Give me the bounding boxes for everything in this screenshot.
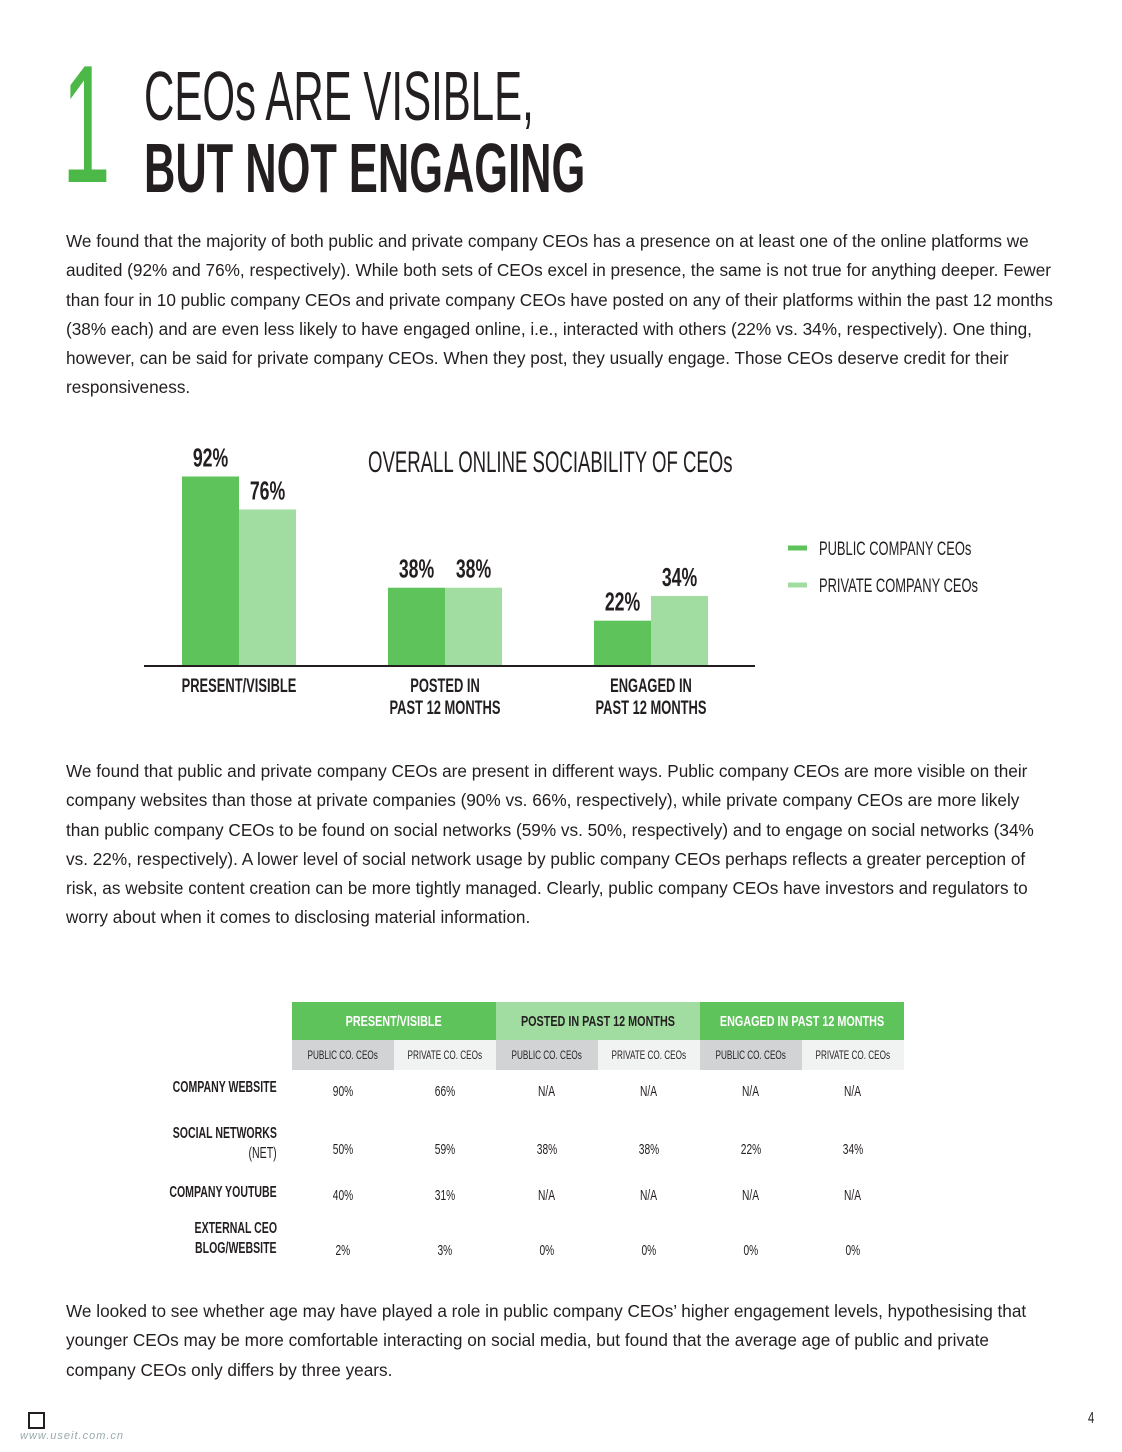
table-group-header: PRESENT/VISIBLE [292,1002,496,1040]
section-title-line2: BUT NOT ENGAGING [144,129,586,207]
table-cell: 38% [638,1141,660,1158]
bar-value-label: 22% [604,587,641,617]
table-cell: 0% [845,1242,861,1259]
row-label-social-networks: SOCIAL NETWORKS [172,1125,277,1142]
intro-paragraph: We found that the majority of both public and private company CEOs has a presence on at least one of the online platforms we audited (92% and 76%, respectively). While both sets of CEOs excel in presence, the same is not true for anything deeper. Fewer than four in 10 public company CEOs and private company CEOs have posted on any of their platforms within the past 12 months (38% each) and are even less likely to have engaged online, i.e., interacted with others (22% vs. 34%, respectively). One thing, however, can be said for private company CEOs. When they post, they usually engage. Those CEOs deserve credit for their responsiveness. [66,231,1053,398]
square-icon [28,1412,45,1429]
body-paragraph-2: We found that public and private company CEOs are present in different ways. Public company CEOs are more visible on their company websites than those at private companies (90% vs. 66%, respectively), while private company CEOs are more likely than public company CEOs to be found on social networks (59% vs. 50%, respectively) and to engage on social networks (34% vs. 22%, respectively). A lower level of social network usage by public company CEOs perhaps reflects a greater perception of risk, as website content creation can be more tightly managed. Clearly, public company CEOs have investors and regulators to worry about when it comes to disclosing material information. [66,761,1034,928]
row-label-company-youtube: COMPANY YOUTUBE [169,1184,277,1201]
bar-public-0 [182,476,239,666]
table-cell: 2% [335,1242,351,1259]
table-cell: N/A [640,1187,658,1204]
row-label-blog-website: BLOG/WEBSITE [195,1240,277,1257]
table-cell: 22% [740,1141,762,1158]
table-cell: 0% [539,1242,555,1259]
sociability-bar-chart [140,430,1000,730]
category-label: PAST 12 MONTHS [389,697,501,719]
bar-private-2 [651,596,708,666]
chart-title: OVERALL ONLINE SOCIABILITY OF CEOs [368,445,733,480]
legend-label: PRIVATE COMPANY CEOs [819,575,979,597]
section-title-line1: CEOs ARE VISIBLE, [144,57,534,135]
bar-private-0 [239,509,296,666]
presence-table [140,1002,910,1272]
table-cell: 50% [332,1141,354,1158]
table-cell: 40% [332,1187,354,1204]
table-cell: N/A [538,1083,556,1100]
category-label: PAST 12 MONTHS [595,697,707,719]
row-label-external-ceo: EXTERNAL CEO [194,1220,277,1237]
table-subheader: PRIVATE CO. CEOs [802,1040,904,1070]
category-label: PRESENT/VISIBLE [181,675,297,697]
table-cell: 59% [434,1141,456,1158]
table-cell: N/A [844,1083,862,1100]
table-subheader: PUBLIC CO. CEOs [700,1040,802,1070]
bar-value-label: 38% [398,554,435,584]
table-group-header: POSTED IN PAST 12 MONTHS [496,1002,700,1040]
table-cell: 38% [536,1141,558,1158]
table-cell: N/A [538,1187,556,1204]
table-cell: 34% [842,1141,864,1158]
table-cell: 0% [641,1242,657,1259]
table-cell: N/A [742,1187,760,1204]
page-number: 4 [1088,1410,1095,1427]
legend-label: PUBLIC COMPANY CEOs [819,538,972,560]
bar-public-2 [594,621,651,666]
table-cell: 90% [332,1083,354,1100]
table-cell: 0% [743,1242,759,1259]
category-label: ENGAGED IN [610,675,692,697]
bar-value-label: 38% [455,554,492,584]
category-label: POSTED IN [410,675,480,697]
table-cell: 66% [434,1083,456,1100]
table-cell: N/A [844,1187,862,1204]
row-sublabel-net: (NET) [248,1145,277,1162]
table-cell: 31% [434,1187,456,1204]
section-number: 1 [62,30,111,218]
bar-value-label: 34% [661,562,698,592]
watermark-site: www.useit.com.cn [20,1430,125,1442]
table-subheader: PRIVATE CO. CEOs [394,1040,496,1070]
table-cell: N/A [640,1083,658,1100]
table-cell: 3% [437,1242,453,1259]
bar-private-1 [445,588,502,666]
bar-value-label: 76% [249,476,286,506]
table-subheader: PUBLIC CO. CEOs [496,1040,598,1070]
bar-public-1 [388,588,445,666]
table-subheader: PUBLIC CO. CEOs [292,1040,394,1070]
table-group-header: ENGAGED IN PAST 12 MONTHS [700,1002,904,1040]
table-subheader: PRIVATE CO. CEOs [598,1040,700,1070]
bar-value-label: 92% [192,443,229,473]
table-cell: N/A [742,1083,760,1100]
body-paragraph-3: We looked to see whether age may have played a role in public company CEOs’ higher engagement levels, hypothesising that younger CEOs may be more comfortable interacting on social media, but found that the average age of public and private company CEOs only differs by three years. [66,1301,1027,1380]
row-label-company-website: COMPANY WEBSITE [172,1079,277,1096]
